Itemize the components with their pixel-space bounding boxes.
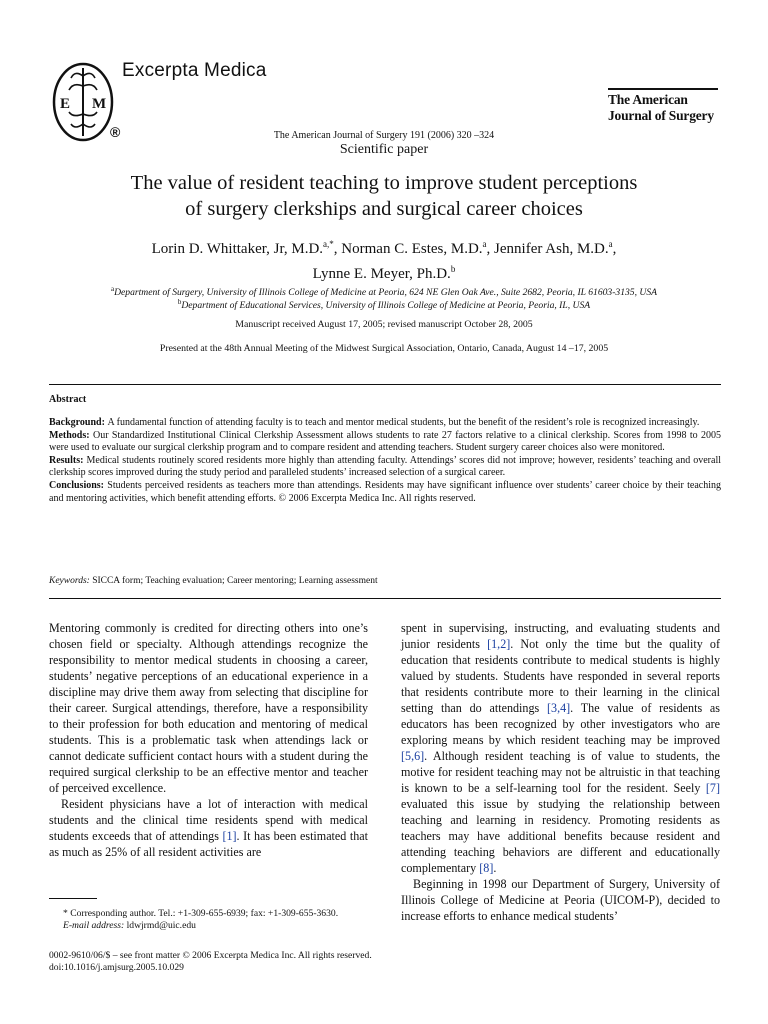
journal-logo — [608, 88, 718, 124]
author: Lynne E. Meyer, Ph.D. — [312, 266, 451, 282]
affiliation-b — [40, 296, 728, 312]
email-line — [49, 920, 379, 932]
footnote — [49, 908, 379, 932]
author-sup: a — [482, 239, 487, 249]
keywords-text: SICCA form; Teaching evaluation; Career mentoring; Learning assessment — [92, 576, 378, 586]
copyright-block — [49, 950, 372, 975]
abstract-results — [49, 455, 721, 480]
citation-link[interactable]: [8] — [479, 861, 494, 875]
text-run: . The value of residents as educators has been recognized by other investigators who are exploring means by which resident teaching may be improved — [401, 701, 720, 747]
author-list — [60, 234, 708, 284]
citation-link[interactable]: [1] — [222, 829, 237, 843]
text-run: evaluated this issue by studying the relationship between teaching and learning in residency. Promoting residents as teachers may have additional benefits because resident and attending teaching behaviors are different and educationally complementary — [401, 797, 720, 875]
keywords-label: Keywords: — [49, 576, 90, 586]
top-rule — [49, 384, 721, 385]
body-paragraph: Mentoring commonly is credited for directing others into one’s chosen field or specialty. Although attendings recognize the responsibility to mentor medical students in choosing a career, students’ negative perceptions of an educational experience in a discipline may drive them away from selecting that discipline for their career. Surgical attendings, therefore, have a responsibility to their profession for both education and mentoring of medical students. This is a problematic task when attendings lack or cannot dedicate sufficient contact hours with a student during the required surgical clerkship to be an effective mentor and teacher of perceived excellence. — [49, 621, 368, 795]
title-line-1: The value of resident teaching to improve student perceptions — [130, 172, 638, 194]
author-sup: a — [608, 239, 613, 249]
keywords — [49, 576, 378, 586]
author-sup: a,* — [323, 239, 334, 249]
corresponding-author: * Corresponding author. Tel.: +1-309-655-6939; fax: +1-309-655-3630. — [63, 908, 339, 919]
author-sep: , — [333, 241, 342, 257]
author: Jennifer Ash, M.D. — [494, 241, 609, 257]
svg-text:M: M — [92, 96, 107, 112]
author-sep: , — [486, 241, 495, 257]
email-label: E-mail address: — [63, 920, 125, 931]
registered-mark: ® — [110, 124, 121, 140]
abstract-body — [49, 417, 721, 505]
journal-reference — [0, 130, 768, 141]
journal-logo-line1: The American — [608, 92, 688, 107]
journal-logo-line2: Journal of Surgery — [608, 108, 714, 123]
author: Lorin D. Whittaker, Jr, M.D. — [151, 241, 324, 257]
conclusions-text: Students perceived residents as teachers more than attendings. Residents may have significant influence over students’ career choice by their teaching and mentoring activities, which benefit attending efforts. © 2006 Excerpta Medica Inc. All rights reserved. — [49, 479, 722, 504]
doi-line[interactable]: doi:10.1016/j.amjsurg.2005.10.029 — [49, 962, 184, 974]
abstract-methods — [49, 430, 721, 455]
presentation-note: Presented at the 48th Annual Meeting of the Midwest Surgical Association, Ontario, Canada, August 14 –17, 2005 — [159, 343, 609, 354]
background-label: Background: — [49, 417, 105, 428]
citation-link[interactable]: [7] — [705, 781, 720, 795]
affiliation-text: Department of Surgery, University of Illinois College of Medicine at Peoria, 624 NE Glen Oak Ave., Suite 2682, Peoria, IL 61603-3135, USA — [114, 287, 657, 299]
journal-reference-text: The American Journal of Surgery 191 (2006) 320 –324 — [273, 130, 495, 141]
conclusions-label: Conclusions: — [49, 479, 105, 491]
methods-label: Methods: — [49, 429, 90, 441]
background-text: A fundamental function of attending faculty is to teach and mentor medical students, but the benefit of the resident’s role is recognized increasingly. — [107, 417, 700, 428]
body-column-left — [49, 620, 368, 860]
text-run: spent in supervising, instructing, and evaluating students and junior residents — [401, 621, 720, 651]
body-paragraph — [49, 796, 368, 860]
author-sep: , — [612, 241, 617, 257]
abstract-bottom-rule — [49, 598, 721, 599]
article-title — [60, 170, 708, 222]
title-line-2: of surgery clerkships and surgical career choices — [185, 198, 583, 220]
abstract-background — [49, 417, 721, 430]
results-text: Medical students routinely scored residents more highly than attending faculty. Attendings’ scores did not improve; however, residents’ teaching and overall clerkship scores improved during the study period and paralleled students’ increased selection of a surgical career. — [49, 454, 722, 479]
affiliation-sup: b — [177, 298, 182, 306]
body-paragraph — [401, 620, 720, 876]
text-run: . — [493, 861, 497, 875]
text-run: Resident physicians have a lot of interaction with medical students and the clinical time residents spend with medical students exceeds that of attendings — [49, 797, 368, 843]
affiliation-text: Department of Educational Services, University of Illinois College of Medicine at Peoria, Peoria, IL, USA — [181, 300, 591, 312]
text-run: . Although resident teaching is of value to students, the motive for resident teaching may not be altruistic in that teaching is known to be a self-learning tool for the resident. Seely — [401, 749, 720, 795]
citation-link[interactable]: [5,6] — [401, 749, 425, 763]
affiliation-sup: a — [111, 285, 115, 293]
citation-link[interactable]: [1,2] — [487, 637, 511, 651]
abstract-conclusions — [49, 480, 721, 505]
email-address[interactable]: ldwjrmd@uic.edu — [126, 920, 196, 931]
text-run: . It has been estimated that as much as 25% of all resident activities are — [49, 829, 368, 859]
methods-text: Our Standardized Institutional Clinical Clerkship Assessment allows students to rate 27 factors relative to a clinical clerkship. Scores from 1998 to 2005 were used to evaluate our surgical clerkship program and to compare resident and attending teachers. Student surgery career choices also were monitored. — [49, 429, 722, 454]
svg-text:E: E — [60, 96, 71, 112]
publisher-name: Excerpta Medica — [122, 60, 267, 81]
author: Norman C. Estes, M.D. — [341, 241, 483, 257]
manuscript-dates: Manuscript received August 17, 2005; revised manuscript October 28, 2005 — [235, 319, 533, 330]
body-column-right — [401, 620, 720, 924]
citation-link[interactable]: [3,4] — [547, 701, 571, 715]
abstract-heading: Abstract — [49, 394, 87, 405]
text-run: . Not only the time but the quality of education that residents contribute to medical students is highly valued by students. Students have responded in several reports that residents contribute more to their learning in the clinical setting than do attendings — [401, 637, 720, 715]
footnote-rule — [49, 898, 97, 899]
author-sup: b — [450, 264, 456, 274]
front-matter-line: 0002-9610/06/$ – see front matter © 2006 Excerpta Medica Inc. All rights reserved. — [49, 950, 372, 961]
body-paragraph: Beginning in 1998 our Department of Surgery, University of Illinois College of Medicine at Peoria (UICOM-P), decided to increase efforts to enhance medical students’ — [401, 877, 720, 923]
article-type: Scientific paper — [339, 142, 429, 157]
results-label: Results: — [49, 454, 84, 466]
